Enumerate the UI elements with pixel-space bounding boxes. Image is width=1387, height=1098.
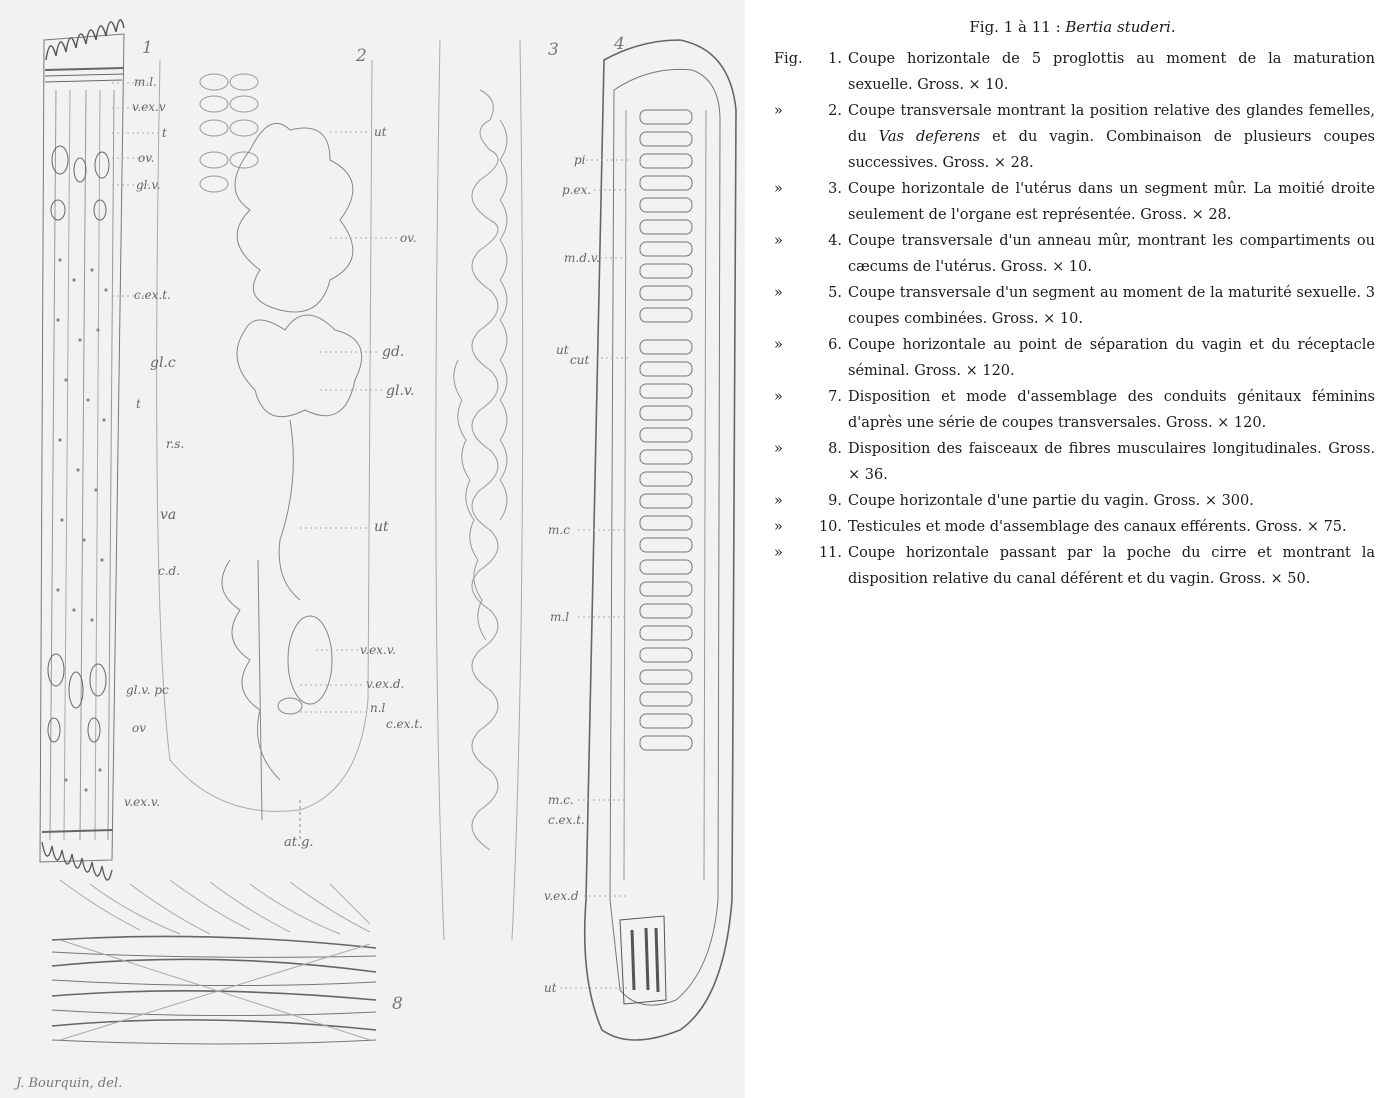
label-fig1: gl.c [150,355,176,371]
entry-text-part: Coupe transversale montrant la position relative des glandes femelles, du [848,103,1375,145]
figure-2-drawing [157,60,372,840]
figure-4-drawing [585,40,736,1040]
figure-number-1: 1 [142,38,153,58]
figure-number-3: 3 [548,40,559,60]
label-fig4: m.c [548,523,570,537]
label-fig1: t [136,397,141,411]
caption-entry [760,514,1375,540]
figure-caption [760,18,1375,592]
figure-number-2: 2 [356,46,367,66]
entry-text: Coupe transversale d'un anneau mûr, montrant les compartiments ou cæcums de l'utérus. Gross. × 10. [848,233,1375,275]
label-fig4: c.ex.t. [548,813,585,827]
entry-number: 11. [818,545,842,561]
entry-number: 8. [828,441,842,457]
label-fig4: m.d.v. [564,251,600,265]
label-fig1: t [162,126,167,140]
entry-text: Coupe transversale d'un segment au moment de la maturité sexuelle. 3 coupes combinées. Gross. × 10. [848,285,1375,327]
entry-text: Disposition des faisceaux de fibres musculaires longitudinales. Gross. × 36. [848,441,1375,483]
label-fig4: cut [570,353,590,367]
entry-mark: » [774,103,783,119]
caption-title-prefix: Fig. 1 à 11 : [969,18,1066,36]
entry-number: 5. [828,285,842,301]
caption-species: Bertia studeri. [1065,18,1176,36]
figure-1-stipple [56,258,107,791]
label-fig2: v.ex.v. [360,643,397,657]
label-fig2: ov. [400,231,417,245]
label-fig4: pi [574,153,586,167]
entry-mark: » [774,337,783,353]
label-fig4: ut [556,343,569,357]
label-fig1: va [160,507,177,523]
entry-text: Coupe horizontale passant par la poche du cirre et montrant la disposition relative du canal déférent et du vagin. Gross. × 50. [848,545,1375,587]
caption-entry [760,332,1375,384]
caption-entry [760,488,1375,514]
entry-text: Coupe horizontale de 5 proglottis au moment de la maturation sexuelle. Gross. × 10. [848,51,1375,93]
caption-entry [760,98,1375,176]
entry-text-part: et du vagin. Combinaison de plusieurs coupes successives. Gross. × 28. [848,129,1375,171]
label-fig4: p.ex. [562,183,592,197]
label-fig1: m.l. [134,75,157,89]
label-fig2: v.ex.d. [366,677,405,691]
entry-mark: » [774,181,783,197]
label-fig1: gl.v. [136,178,161,192]
entry-number: 2. [828,103,842,119]
figure-1-drawing [40,20,124,880]
figure-number-8: 8 [392,994,403,1014]
label-fig1: ov [132,721,147,735]
entry-text: Disposition et mode d'assemblage des conduits génitaux féminins d'après une série de coupes transversales. Gross. × 120. [848,389,1375,431]
caption-entry [760,436,1375,488]
entry-text: Testicules et mode d'assemblage des canaux efférents. Gross. × 75. [848,519,1347,535]
label-fig4: ut [544,981,557,995]
entry-mark: » [774,493,783,509]
entry-text [848,98,1375,176]
entry-text: Coupe horizontale de l'utérus dans un segment mûr. La moitié droite seulement de l'organe est représentée. Gross. × 28. [848,181,1375,223]
entry-mark: » [774,389,783,405]
caption-entry [760,176,1375,228]
label-fig4: m.c. [548,793,574,807]
entry-number: 7. [828,389,842,405]
entry-mark: Fig. [774,51,803,67]
label-fig1: c.ex.t. [134,288,171,302]
label-fig2-bottom: at.g. [284,835,314,850]
entry-number: 1. [828,51,842,67]
caption-title [760,18,1375,36]
entry-mark: » [774,233,783,249]
entry-number: 4. [828,233,842,249]
label-fig1: v.ex.v [132,100,166,114]
entry-mark: » [774,519,783,535]
entry-text: Coupe horizontale au point de séparation du vagin et du réceptacle séminal. Gross. × 120. [848,337,1375,379]
figure-number-4: 4 [614,34,625,54]
label-fig4: m.l [550,610,570,624]
figure-8-drawing [52,880,376,1044]
label-fig1: ov. [138,151,155,165]
entry-number: 6. [828,337,842,353]
entry-text-italic: Vas deferens [878,129,981,145]
entry-number: 9. [828,493,842,509]
entry-mark: » [774,545,783,561]
entry-text: Coupe horizontale d'une partie du vagin. Gross. × 300. [848,493,1254,509]
figure-3-drawing [436,40,523,940]
label-fig4: v.ex.d [544,889,579,903]
label-fig2: ut [374,125,387,139]
label-fig1: c.d. [158,564,181,578]
caption-entry [760,280,1375,332]
entry-mark: » [774,441,783,457]
entry-mark: » [774,285,783,301]
artist-credit: J. Bourquin, del. [16,1076,123,1091]
label-fig2: ut [374,519,389,535]
label-fig2: gl.v. [386,383,415,399]
caption-entry [760,46,1375,98]
label-fig2: c.ex.t. [386,717,423,731]
entry-number: 3. [828,181,842,197]
entry-number: 10. [818,519,842,535]
label-fig1: r.s. [166,437,185,451]
label-fig1: gl.v. pc [126,683,169,697]
caption-entry [760,228,1375,280]
label-fig2: gd. [382,344,405,360]
caption-entry [760,540,1375,592]
label-fig2: n.l [370,701,386,715]
label-fig1: v.ex.v. [124,795,161,809]
caption-entry [760,384,1375,436]
